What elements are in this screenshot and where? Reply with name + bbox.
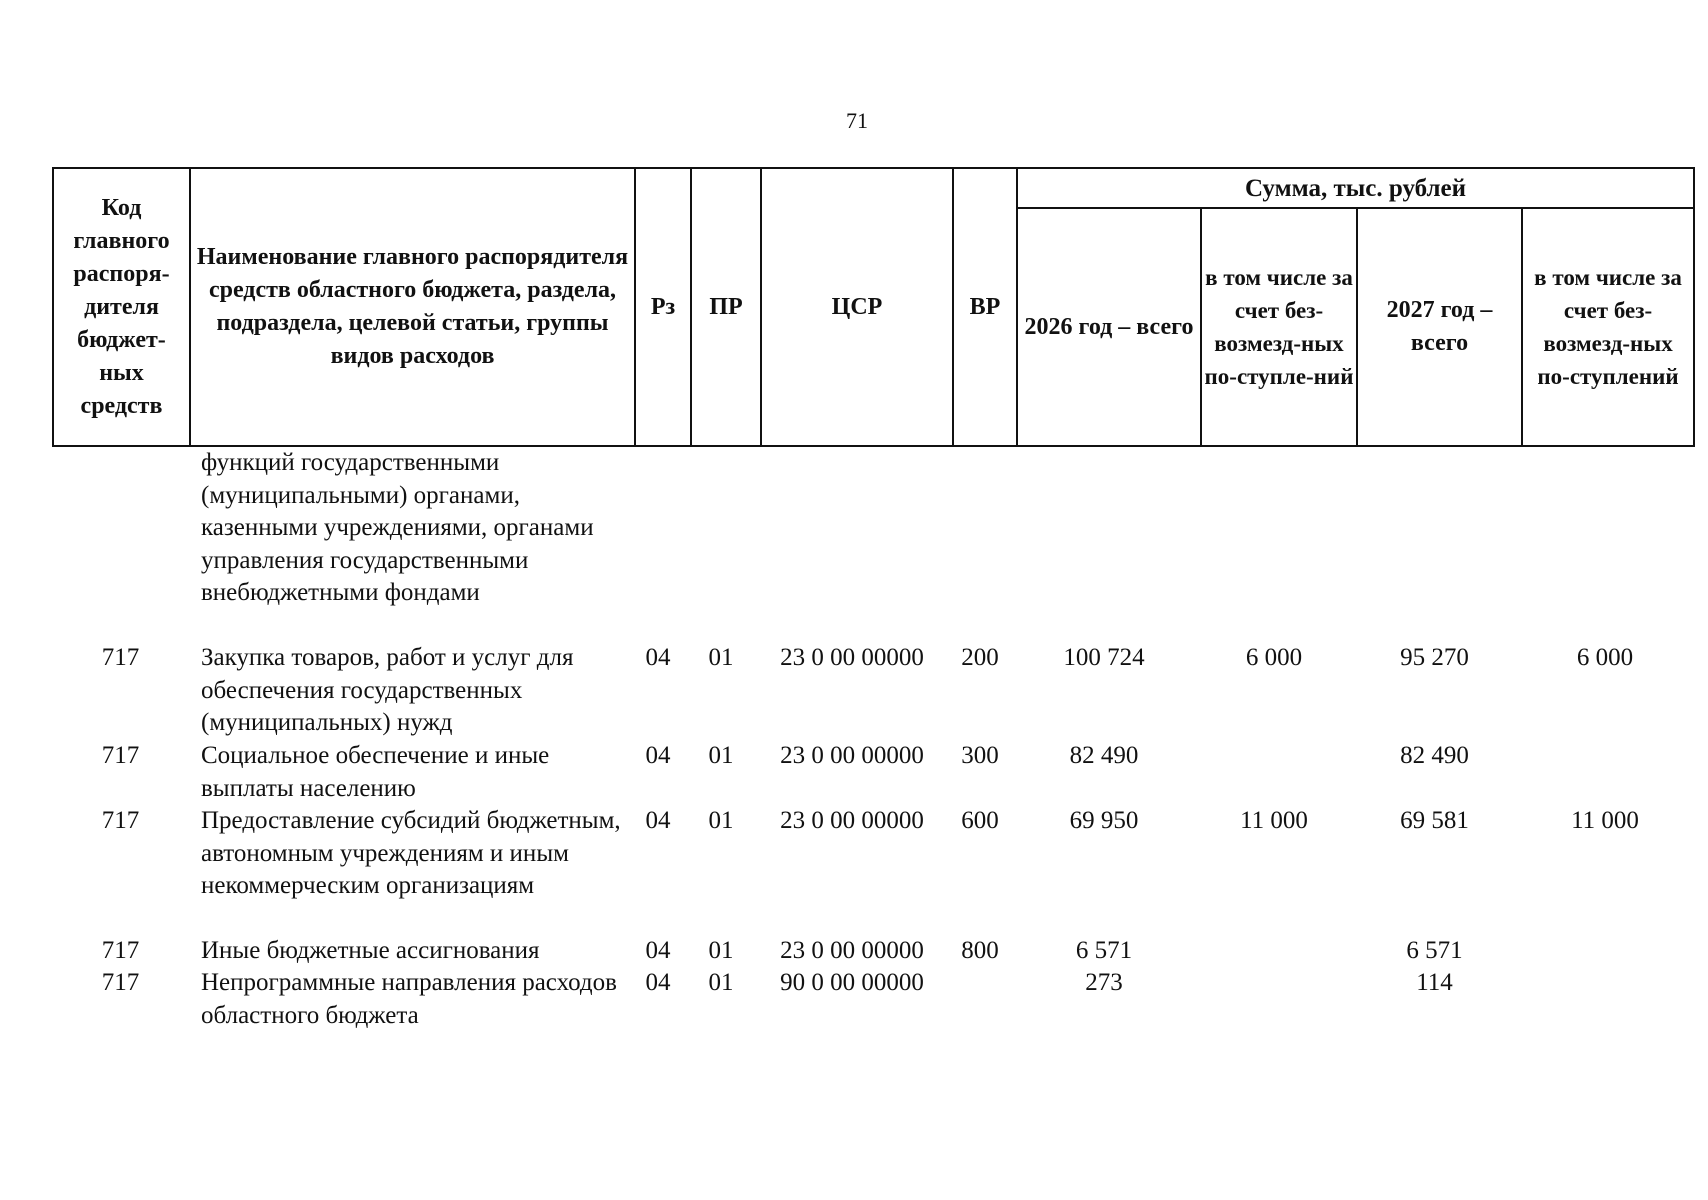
- page-number: 71: [846, 108, 868, 133]
- cell-csr: 23 0 00 00000: [780, 937, 924, 964]
- cell-rz: 04: [645, 937, 671, 964]
- cell-free-2027: 11 000: [1571, 807, 1639, 834]
- cell-vr: 300: [961, 742, 999, 769]
- cell-vr: 800: [961, 937, 999, 964]
- cell-name: Иные бюджетные ассигнования: [201, 937, 540, 964]
- cell-pr: 01: [708, 742, 734, 769]
- cell-csr: 90 0 00 00000: [780, 969, 924, 996]
- cell-sum-2027: 114: [1416, 969, 1453, 996]
- cell-sum-2027: 6 571: [1406, 937, 1463, 964]
- cell-csr: 23 0 00 00000: [780, 644, 924, 671]
- header-code: Код главного распоря-дителя бюджет-ных средств: [53, 168, 190, 446]
- cell-code: 717: [101, 807, 140, 834]
- cell-code: 717: [101, 969, 140, 996]
- cell-name: Предоставление субсидий бюджетным, автономным учреждениям и иным некоммерческим организациям: [201, 807, 621, 899]
- cell-pr: 01: [708, 807, 734, 834]
- cell-rz: 04: [645, 742, 671, 769]
- cell-sum-2026: 6 571: [1075, 937, 1133, 964]
- header-rz: Рз: [635, 168, 691, 446]
- cell-name: Закупка товаров, работ и услуг для обеспечения государственных (муниципальных) нужд: [201, 644, 574, 736]
- continuation-text: функций государственными (муниципальными) органами, казенными учреждениями, органами управления государственными внебюджетными фондами: [201, 449, 594, 606]
- header-sum-title: Сумма, тыс. рублей: [1017, 168, 1694, 208]
- cell-name: Социальное обеспечение и иные выплаты населению: [201, 742, 550, 802]
- cell-sum-2026: 69 950: [1069, 807, 1139, 834]
- header-free-2027: в том числе за счет без-возмезд-ных по-ступлений: [1522, 208, 1694, 446]
- cell-free-2026: 11 000: [1240, 807, 1308, 834]
- header-sum-2026: 2026 год – всего: [1017, 208, 1201, 446]
- cell-name: Непрограммные направления расходов областного бюджета: [201, 969, 617, 1029]
- cell-sum-2026: 82 490: [1069, 742, 1139, 769]
- cell-sum-2027: 69 581: [1400, 807, 1469, 834]
- cell-rz: 04: [645, 644, 671, 671]
- table-header: [52, 167, 1695, 447]
- cell-code: 717: [101, 644, 140, 671]
- header-name: Наименование главного распорядителя средств областного бюджета, раздела, подраздела, целевой статьи, группы видов расходов: [190, 168, 635, 446]
- cell-csr: 23 0 00 00000: [780, 742, 924, 769]
- cell-sum-2026: 100 724: [1063, 644, 1145, 671]
- cell-rz: 04: [645, 807, 671, 834]
- cell-rz: 04: [645, 969, 671, 996]
- header-pr: ПР: [691, 168, 761, 446]
- cell-free-2026: 6 000: [1245, 644, 1303, 671]
- cell-pr: 01: [708, 969, 734, 996]
- cell-vr: 600: [961, 807, 999, 834]
- cell-code: 717: [101, 742, 140, 769]
- cell-sum-2027: 95 270: [1400, 644, 1469, 671]
- header-free-2026: в том числе за счет без-возмезд-ных по-ступле-ний: [1201, 208, 1357, 446]
- cell-sum-2026: 273: [1085, 969, 1123, 996]
- header-vr: ВР: [953, 168, 1017, 446]
- cell-pr: 01: [708, 644, 734, 671]
- cell-csr: 23 0 00 00000: [780, 807, 924, 834]
- header-sum-2027: 2027 год – всего: [1357, 208, 1522, 446]
- cell-free-2027: 6 000: [1576, 644, 1634, 671]
- cell-sum-2027: 82 490: [1400, 742, 1469, 769]
- cell-vr: 200: [961, 644, 999, 671]
- cell-code: 717: [101, 937, 140, 964]
- cell-pr: 01: [708, 937, 734, 964]
- header-csr: ЦСР: [761, 168, 953, 446]
